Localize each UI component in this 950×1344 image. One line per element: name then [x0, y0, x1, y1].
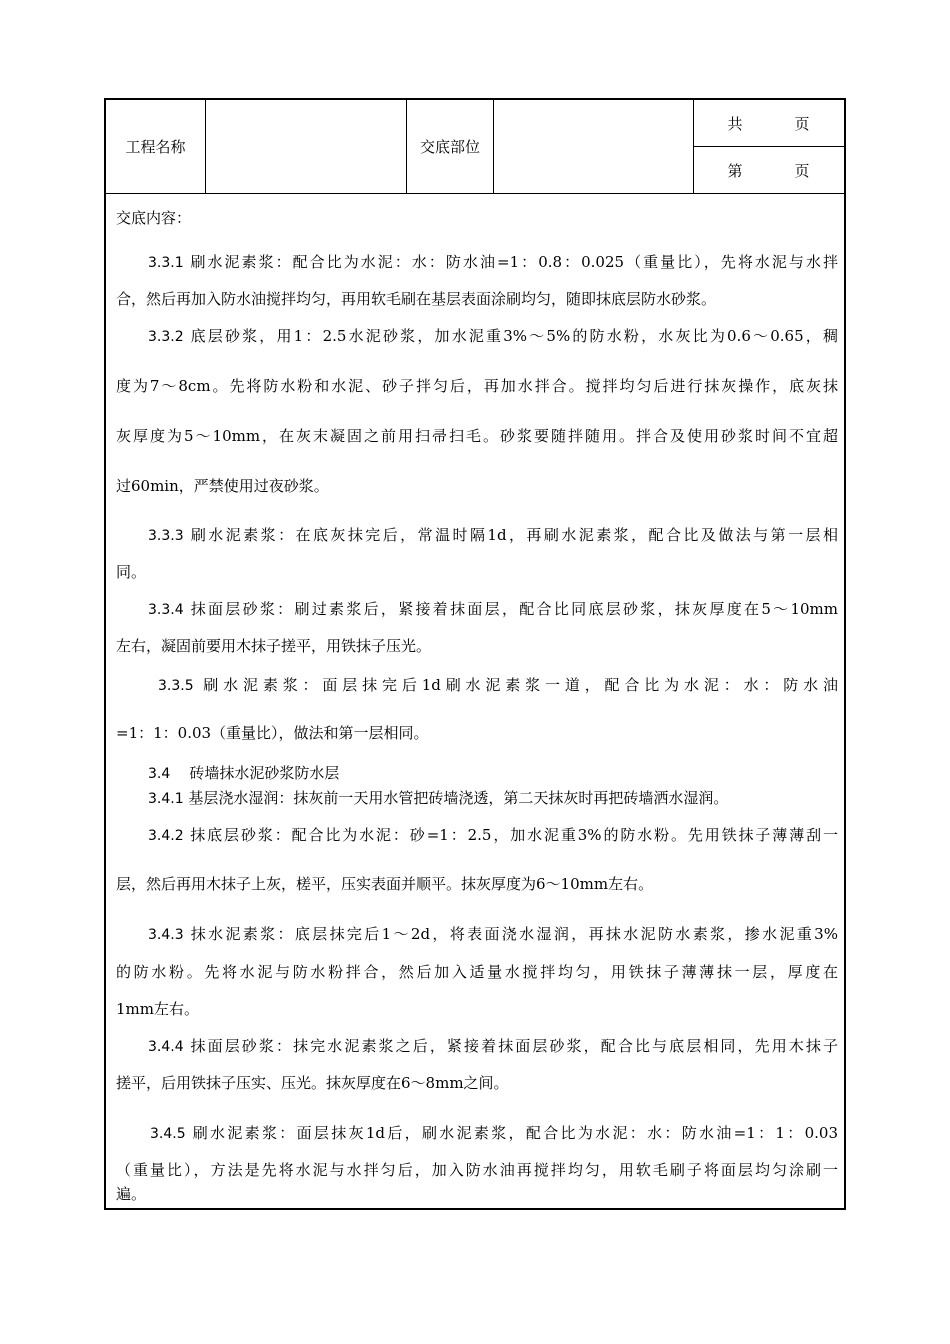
section-heading: 3.4 砖墙抹水泥砂浆防水层	[148, 764, 340, 782]
paragraph-line: 3.4.2 抹底层砂浆：配合比为水泥：砂=1：2.5，加水泥重3%的防水粉。先用铁抹子薄薄刮一	[148, 826, 838, 844]
project-name-label: 工程名称	[125, 138, 186, 156]
location-value	[494, 100, 693, 193]
total-pages-cell	[693, 100, 844, 146]
paragraph-line: 层，然后再用木抹子上灰，槎平，压实表面并顺平。抹灰厚度为6～10mm左右。	[116, 875, 654, 893]
disclosure-sheet	[104, 98, 846, 1210]
paragraph-line: 3.3.5 刷水泥素浆：面层抹完后1d刷水泥素浆一道，配合比为水泥：水：防水油	[158, 676, 838, 694]
paragraph-line: 3.4.4 抹面层砂浆：抹完水泥素浆之后，紧接着抹面层砂浆，配合比与底层相同，先用木抹子	[148, 1037, 838, 1055]
total-pages-unit: 页	[794, 114, 810, 133]
total-pages-label: 共	[727, 114, 743, 133]
paragraph-line: 3.4.5 刷水泥素浆：面层抹灰1d后，刷水泥素浆，配合比为水泥：水：防水油=1：1：0.03	[150, 1124, 838, 1142]
paragraph-line: 搓平，后用铁抹子压实、压光。抹灰厚度在6～8mm之间。	[116, 1074, 509, 1092]
project-name-value	[206, 100, 406, 193]
paragraph-line: =1：1：0.03（重量比），做法和第一层相同。	[116, 724, 429, 742]
paragraph-line: 的防水粉。先将水泥与防水粉拌合，然后加入适量水搅拌均匀，用铁抹子薄薄抹一层，厚度在	[116, 963, 838, 981]
paragraph-line: 灰厚度为5～10mm，在灰末凝固之前用扫帚扫毛。砂浆要随拌随用。拌合及使用砂浆时间不宜超	[116, 427, 838, 445]
page-no-label: 第	[727, 161, 743, 180]
paragraph-line: 过60min，严禁使用过夜砂浆。	[116, 477, 329, 495]
paragraph-line: 3.4.3 抹水泥素浆：底层抹完后1～2d，将表面浇水湿润，再抹水泥防水素浆，掺水泥重3%	[148, 925, 838, 943]
header-table	[106, 100, 844, 194]
paragraph-line: 3.4.1 基层浇水湿润：抹灰前一天用水管把砖墙浇透，第二天抹灰时再把砖墙洒水湿润。	[148, 789, 729, 807]
paragraph-line: 度为7～8cm。先将防水粉和水泥、砂子拌匀后，再加水拌合。搅拌均匀后进行抹灰操作，底灰抹	[116, 377, 838, 395]
page-no-cell	[693, 147, 844, 193]
paragraph-line: 遍。	[116, 1185, 147, 1203]
paragraph-line: 左右，凝固前要用木抹子搓平，用铁抹子压光。	[116, 637, 432, 655]
paragraph-line: 1mm左右。	[116, 1000, 199, 1018]
paragraph-line: 3.3.2 底层砂浆，用1：2.5水泥砂浆，加水泥重3%～5%的防水粉，水灰比为0.6～0.65，稠	[148, 327, 838, 345]
paragraph-line: （重量比），方法是先将水泥与水拌匀后，加入防水油再搅拌均匀，用软毛刷子将面层均匀涂刷一	[116, 1161, 838, 1179]
content-label: 交底内容：	[116, 209, 192, 227]
paragraph-line: 3.3.3 刷水泥素浆：在底灰抹完后，常温时隔1d，再刷水泥素浆，配合比及做法与第一层相	[148, 526, 838, 544]
paragraph-line: 合，然后再加入防水油搅拌均匀，再用软毛刷在基层表面涂刷均匀，随即抹底层防水砂浆。	[116, 290, 717, 308]
paragraph-line: 3.3.1 刷水泥素浆：配合比为水泥：水：防水油=1：0.8：0.025（重量比），先将水泥与水拌	[148, 253, 838, 271]
paragraph-line: 同。	[116, 563, 147, 581]
location-label: 交底部位	[419, 138, 480, 156]
page-no-unit: 页	[794, 161, 810, 180]
paragraph-line: 3.3.4 抹面层砂浆：刷过素浆后，紧接着抹面层，配合比同底层砂浆，抹灰厚度在5～10mm	[148, 600, 838, 618]
